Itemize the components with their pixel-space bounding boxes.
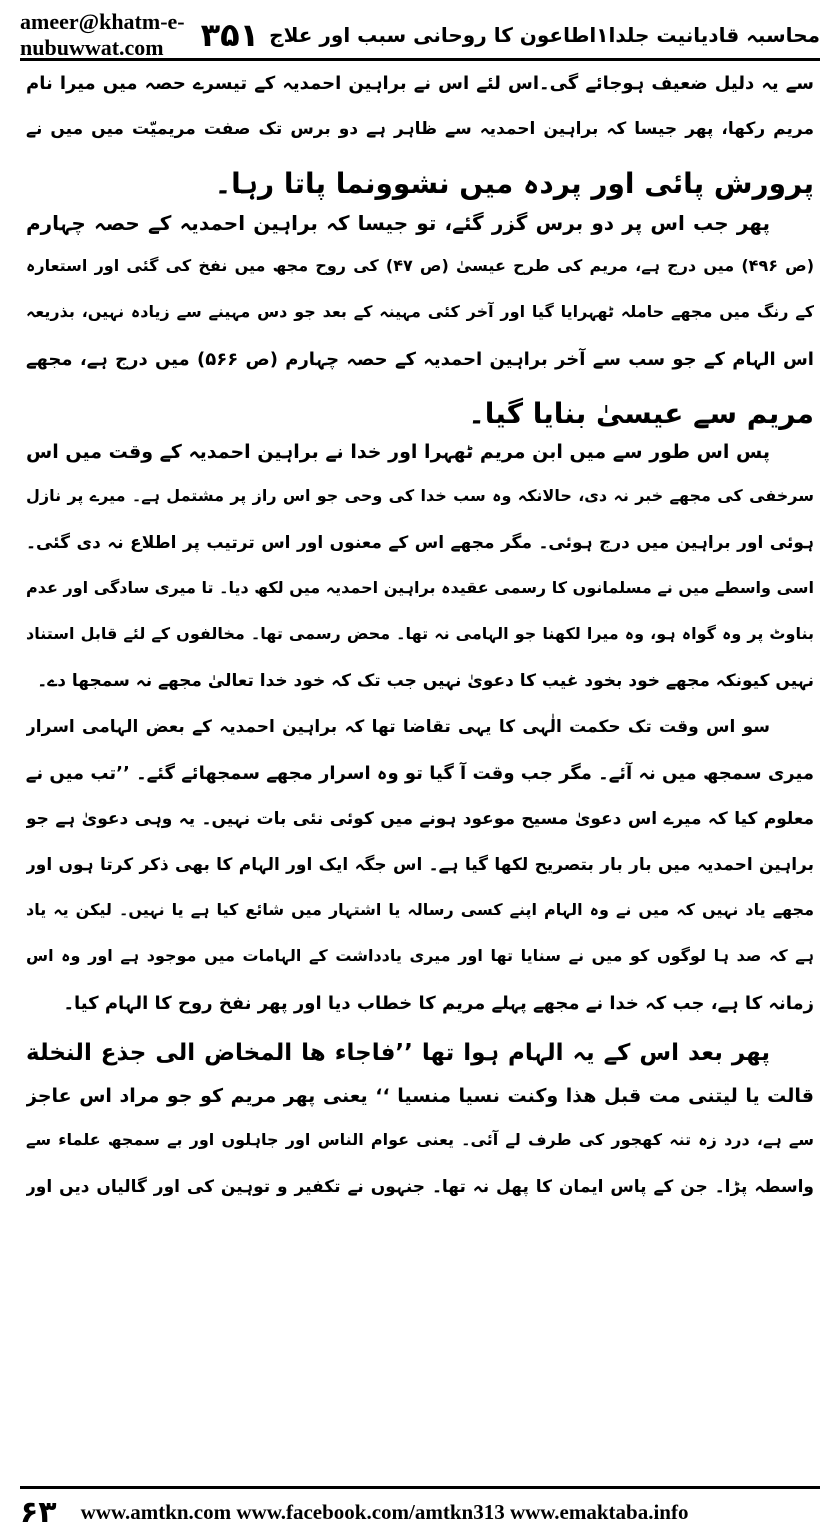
page-header (20, 9, 820, 60)
text-line: (ص ۴۹۶) میں درج ہے، مریم کی طرح عیسیٰ (ص ۴۷) کی روح مجھ میں نفخ کی گئی اور استعارہ (26, 256, 814, 275)
footer-urls: www.amtkn.com www.facebook.com/amtkn313 www.emaktaba.info (80, 1499, 689, 1524)
footer-divider (20, 1486, 820, 1489)
book-title: محاسبہ قادیانیت جلدا۱اطاعون کا روحانی سبب اور علاج (269, 23, 820, 47)
text-line: میری سمجھ میں نہ آئے۔ مگر جب وقت آ گیا تو وہ اسرار مجھے سمجھائے گئے۔ ’’تب میں نے (26, 763, 814, 784)
text-line: سرخفی کی مجھے خبر نہ دی، حالانکہ وہ سب خدا کی وحی جو اس راز پر مشتمل ہے۔ میرے پر نازل (26, 486, 814, 505)
text-line: ہوئی اور براہین میں درج ہوئی۔ مگر مجھے اس کے معنوں اور اس ترتیب پر اطلاع نہ دی گئی۔ (26, 533, 814, 553)
header-email: ameer@khatm-e-nubuwwat.com (20, 9, 185, 60)
text-line: سو اس وقت تک حکمت الٰہی کا یہی تقاضا تھا کہ براہین احمدیہ کے بعض الہامی اسرار (26, 717, 770, 737)
text-line: واسطہ پڑا۔ جن کے پاس ایمان کا پھل نہ تھا۔ جنہوں نے تکفیر و توہین کی اور گالیاں دیں اور (26, 1177, 814, 1197)
text-line: مجھے یاد نہیں کہ میں نے وہ الہام اپنے کسی رسالہ یا اشتہار میں شائع کیا ہے یا نہیں۔ لیکن یہ یاد (26, 900, 814, 919)
footer-page-number: ۶۳ (20, 1494, 57, 1530)
text-line: بناوٹ پر وہ گواہ ہو، وہ میرا لکھنا جو الہامی نہ تھا۔ محض رسمی تھا۔ مخالفوں کے لئے قابل استناد (26, 624, 814, 643)
text-line: زمانہ کا ہے، جب کہ خدا نے مجھے پہلے مریم کا خطاب دیا اور پھر نفخ روح کا الہام کیا۔ (63, 993, 814, 1014)
text-line: سے ہے، درد زہ تنہ کھجور کی طرف لے آئی۔ یعنی عوام الناس اور جاہلوں اور بے سمجھ علماء سے (26, 1130, 814, 1149)
text-line: براہین احمدیہ میں بار بار بتصریح لکھا گیا ہے۔ اس جگہ ایک اور الہام کا بھی ذکر کرتا ہوں اور (26, 855, 814, 875)
text-line: پس اس طور سے میں ابن مریم ٹھہرا اور خدا نے براہین احمدیہ کے وقت میں اس (26, 441, 770, 463)
header-divider (20, 58, 820, 61)
text-line: پرورش پائی اور پردہ میں نشوونما پاتا رہا۔ (214, 167, 814, 200)
text-line: قالت یا لیتنی مت قبل ھذا وکنت نسیا منسیا ‘‘ یعنی پھر مریم کو جو مراد اس عاجز (26, 1085, 814, 1107)
header-page-number: ۳۵۱ (200, 16, 260, 54)
text-line: نہیں کیونکہ مجھے خود بخود غیب کا دعویٰ نہیں جب تک کہ خود خدا تعالیٰ مجھے نہ سمجھا دے۔ (37, 671, 814, 691)
text-line: سے یہ دلیل ضعیف ہوجائے گی۔اس لئے اس نے براہین احمدیہ کے تیسرے حصہ میں میرا نام (26, 73, 814, 94)
text-line: معلوم کیا کہ میرے اس دعویٰ مسیح موعود ہونے میں کوئی نئی بات نہیں۔ یہ وہی دعویٰ ہے جو (26, 809, 814, 829)
text-line: اس الہام کے جو سب سے آخر براہین احمدیہ کے حصہ چہارم (ص ۵۶۶) میں درج ہے، مجھے (26, 349, 814, 370)
header-title-group (201, 16, 820, 54)
text-line: اسی واسطے میں نے مسلمانوں کا رسمی عقیدہ براہین احمدیہ میں لکھ دیا۔ تا میری سادگی اور عدم (26, 578, 814, 597)
page-footer (20, 1492, 820, 1532)
text-line: پھر جب اس پر دو برس گزر گئے، تو جیسا کہ براہین احمدیہ کے حصہ چہارم (26, 211, 770, 235)
text-line: پھر بعد اس کے یہ الہام ہوا تھا ’’فاجاء ھا المخاض الی جذع النخلة (26, 1040, 770, 1066)
page-body (26, 70, 814, 1450)
text-line: کے رنگ میں مجھے حاملہ ٹھہرایا گیا اور آخر کئی مہینہ کے بعد جو دس مہینے سے زیادہ نہیں، بذریعہ (26, 302, 814, 321)
text-line: ہے کہ صد ہا لوگوں کو میں نے سنایا تھا اور میری یادداشت کے الہامات میں موجود ہے اور وہ اس (26, 946, 814, 965)
text-line: مریم سے عیسیٰ بنایا گیا۔ (468, 397, 814, 430)
text-line: مریم رکھا، پھر جیسا کہ براہین احمدیہ سے ظاہر ہے دو برس تک صفت مریمیّت میں میں نے (26, 119, 814, 139)
